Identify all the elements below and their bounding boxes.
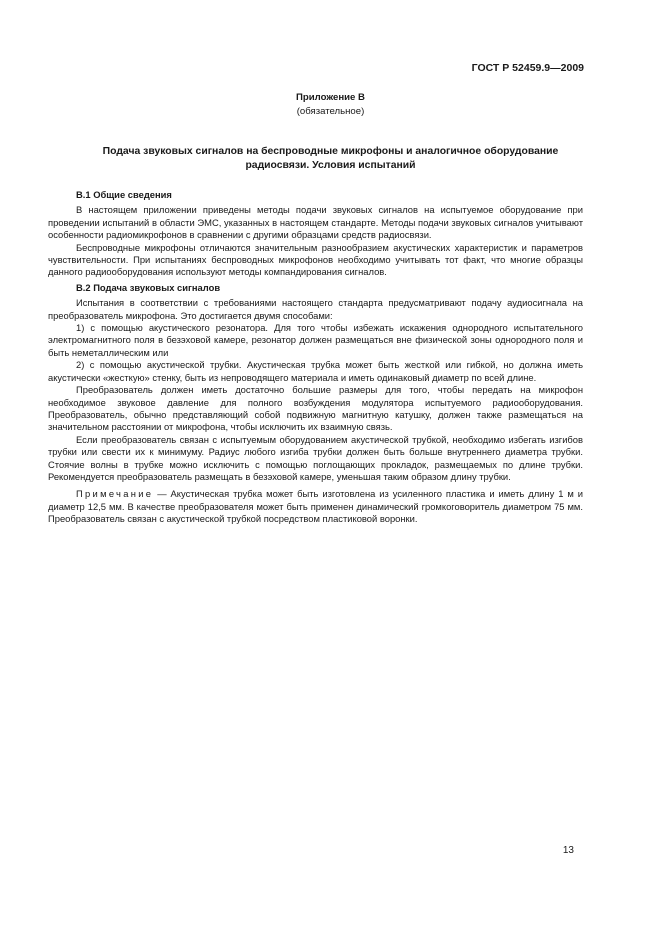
paragraph: Испытания в соответствии с требованиями настоящего стандарта предусматривают подачу аудиосигнала на преобразователь микрофона. Это достигается двумя способами: [48, 297, 583, 321]
page-number: 13 [562, 845, 574, 856]
section-heading-b2: В.2 Подача звуковых сигналов [76, 281, 221, 293]
document-title-line-2: радиосвязи. Условия испытаний [245, 159, 416, 171]
document-title-line-1: Подача звуковых сигналов на беспроводные микрофоны и аналогичное оборудование [102, 146, 559, 157]
note-text: — Акустическая трубка может быть изготовлена из усиленного пластика и иметь длину 1 м и диаметр 12,5 мм. В качестве преобразователя может быть применен динамический громкоговоритель диаметром 75 мм. Преобразователь связан с акустической трубкой посредством пластиковой воронки. [48, 488, 583, 525]
paragraph: Преобразователь должен иметь достаточно большие размеры для того, чтобы передать на микрофон необходимое звуковое давление для полного возбуждения модулятора испытуемого радиооборудования. Преобразователь, обычно представляющий собой подвижную магнитную катушку, должен также размещаться на значительном расстоянии от микрофона, чтобы исключить их взаимную связь. [48, 384, 583, 433]
paragraph: Если преобразователь связан с испытуемым оборудованием акустической трубкой, необходимо избегать изгибов трубки или свести их к минимуму. Радиус любого изгиба трубки должен быть больше внутреннего диаметра трубки. Стоячие волны в трубке можно исключить с помощью поглощающих прокладок, размещаемых по длине трубки. Рекомендуется преобразователь размещать в безэховой камере, уменьшая таким образом длину трубки. [48, 433, 583, 482]
list-item: 2) с помощью акустической трубки. Акустическая трубка может быть жесткой или гибкой, но должна иметь акустически «жесткую» стенку, быть из непроводящего материала и иметь одинаковый диаметр по всей длине. [48, 359, 583, 383]
section-heading-b1: В.1 Общие сведения [76, 189, 172, 200]
paragraph: В настоящем приложении приведены методы подачи звуковых сигналов на испытуемое оборудование при проведении испытаний в области ЭМС, указанных в настоящем стандарте. Методы подачи звуковых сигналов учитывают особенности радиомикрофонов в сравнении с другими образцами средств радиосвязи. [48, 204, 583, 241]
document-title [48, 145, 613, 172]
list-item: 1) с помощью акустического резонатора. Для того чтобы избежать искажения однородного испытательного электромагнитного поля в безэховой камере, резонатор должен размещаться вне физической зоны однородного поля и быть неметаллическим или [48, 322, 583, 358]
annex-heading [0, 91, 661, 119]
annex-title: Приложение В [296, 92, 365, 103]
annex-status: (обязательное) [296, 106, 365, 117]
note [48, 488, 583, 525]
standard-code: ГОСТ Р 52459.9—2009 [471, 62, 584, 74]
document-body [48, 189, 583, 526]
paragraph: Беспроводные микрофоны отличаются значительным разнообразием акустических характеристик и параметров чувствительности. При испытаниях беспроводных микрофонов необходимо учитывать тот факт, что многие образцы данного радиооборудования используют методы компандирования сигналов. [48, 241, 583, 278]
note-label: Примечание [76, 488, 154, 500]
